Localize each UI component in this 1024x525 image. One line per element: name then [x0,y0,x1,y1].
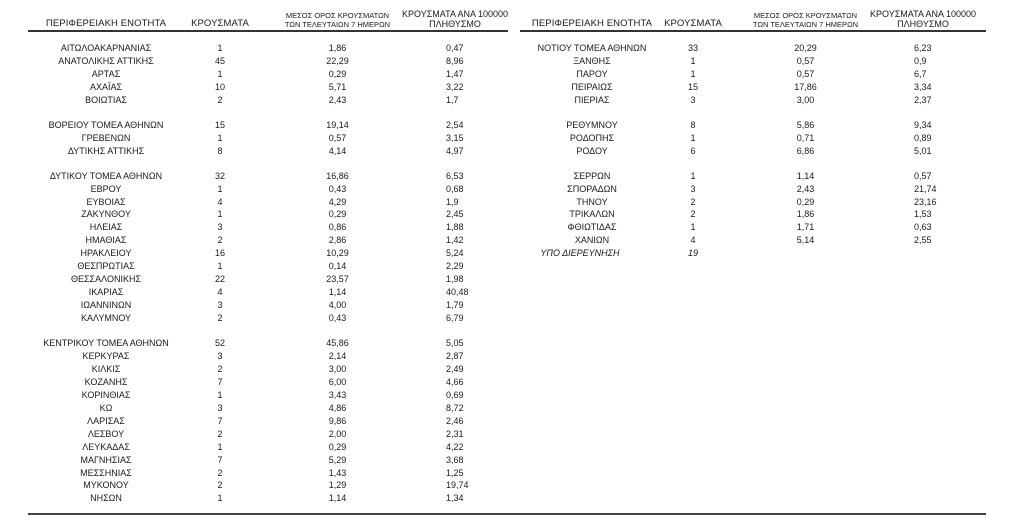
avg-cell: 1,14 [328,493,347,504]
cases-cell: 7 [217,454,223,465]
table-row [0,235,1024,248]
rate-cell: 2,55 [914,235,932,246]
rate-cell: 1,98 [446,274,464,285]
rate-cell: 1,25 [446,467,464,478]
avg-cell: 9,86 [328,415,347,426]
table-row [0,313,1024,326]
cases-cell: 52 [214,338,225,348]
region-cell: ΚΟΖΑΝΗΣ [84,376,128,387]
header-avg-line1: ΜΕΣΟΣ ΟΡΟΣ ΚΡΟΥΣΜΑΤΩΝ [753,11,858,20]
region-cell: ΠΕΙΡΑΙΩΣ [571,81,613,92]
cases-cell: 32 [214,170,225,181]
avg-cell: 1,29 [328,480,347,491]
avg-cell: 5,86 [796,119,815,130]
cases-cell: 2 [217,480,223,491]
table-row [0,274,1024,287]
header-per100k-right [868,9,978,29]
avg-cell: 0,71 [796,132,815,143]
region-cell: ΑΝΑΤΟΛΙΚΗΣ ΑΤΤΙΚΗΣ [58,55,154,66]
rate-cell: 0,47 [446,43,464,53]
avg-cell: 0,29 [328,441,347,452]
table-row [0,493,1024,506]
region-cell: ΙΩΑΝΝΙΝΩΝ [80,300,132,311]
rate-cell: 8,96 [446,55,464,66]
cases-cell: 2 [217,235,223,246]
region-cell: ΜΕΣΣΗΝΙΑΣ [80,467,132,478]
avg-cell: 2,14 [328,350,347,361]
cases-cell: 7 [217,415,223,426]
cases-cell: 1 [217,389,223,400]
region-cell: ΜΥΚΟΝΟΥ [83,480,129,491]
cases-cell: 4 [217,287,223,298]
rate-cell: 2,37 [914,94,932,105]
region-cell: ΡΟΔΟΥ [576,145,608,156]
rate-cell: 1,79 [446,300,464,311]
region-cell: ΗΡΑΚΛΕΙΟΥ [80,248,132,259]
header-avg-line2: ΤΩΝ ΤΕΛΕΥΤΑΙΩΝ 7 ΗΜΕΡΩΝ [284,20,391,29]
cases-cell: 3 [217,300,223,311]
avg-cell: 4,14 [328,145,347,156]
region-cell: ΕΥΒΟΙΑΣ [86,196,126,207]
rate-cell: 1,47 [446,68,464,79]
cases-cell: 33 [687,43,698,53]
region-cell: ΘΕΣΠΡΩΤΙΑΣ [77,261,135,272]
table-row [0,351,1024,364]
avg-cell: 1,14 [796,170,815,181]
region-cell: ΑΡΤΑΣ [91,68,121,79]
rate-cell: 0,68 [446,183,464,194]
avg-cell: 0,14 [328,261,347,272]
cases-cell: 3 [690,94,696,105]
rate-cell: 1,42 [446,235,464,246]
rate-cell: 2,45 [446,209,464,220]
region-cell: ΚΕΡΚΥΡΑΣ [82,350,130,361]
table-row [0,261,1024,274]
header-region-left: ΠΕΡΙΦΕΡΕΙΑΚΗ ΕΝΟΤΗΤΑ [45,18,167,29]
region-cell: ΔΥΤΙΚΗΣ ΑΤΤΙΚΗΣ [67,145,145,156]
header-avg-right [738,11,873,29]
rate-cell: 3,34 [914,81,932,92]
region-cell: ΡΟΔΟΠΗΣ [569,132,615,143]
avg-cell: 1,71 [796,222,815,233]
table-row [0,171,1024,184]
rate-cell: 2,29 [446,261,464,272]
rate-cell: 2,54 [446,119,464,130]
rate-cell: 6,79 [446,313,464,324]
cases-cell: 2 [217,313,223,324]
cases-cell: 1 [690,68,696,79]
avg-cell: 2,00 [328,428,347,439]
region-cell: ΜΑΓΝΗΣΙΑΣ [80,454,132,465]
region-cell: ΤΗΝΟΥ [576,196,608,207]
rate-cell: 4,97 [446,145,464,156]
cases-cell: 45 [214,55,225,66]
region-cell: ΚΑΛΥΜΝΟΥ [80,313,132,324]
avg-cell: 20,29 [794,43,817,53]
header-per100k-line1: ΚΡΟΥΣΜΑΤΑ ΑΝΑ 100000 [870,9,976,19]
rate-cell: 0,57 [914,170,932,181]
avg-cell: 2,86 [328,235,347,246]
header-per100k-line2: ΠΛΗΘΥΣΜΟ [429,19,481,29]
avg-cell: 6,86 [796,145,815,156]
region-cell: ΚΟΡΙΝΘΙΑΣ [81,389,131,400]
rate-cell: 4,66 [446,376,464,387]
cases-cell: 1 [690,170,696,181]
avg-cell: 4,86 [328,402,347,413]
avg-cell: 2,43 [328,94,347,105]
region-cell: ΛΕΣΒΟΥ [87,428,125,439]
avg-cell: 1,86 [796,209,815,220]
table-row [0,287,1024,300]
cases-cell: 1 [217,261,223,272]
header-per100k-left [400,9,510,29]
region-cell: ΠΙΕΡΙΑΣ [574,94,610,105]
rate-cell: 4,22 [446,441,464,452]
table-row [0,248,1024,261]
cases-cell: 4 [217,196,223,207]
avg-cell: 16,86 [326,170,349,181]
rate-cell: 6,23 [914,43,932,53]
avg-cell: 0,29 [328,209,347,220]
table-row [0,95,1024,108]
table-row [0,429,1024,442]
cases-cell: 22 [214,274,225,285]
header-per100k-line1: ΚΡΟΥΣΜΑΤΑ ΑΝΑ 100000 [402,9,508,19]
avg-cell: 0,57 [796,55,815,66]
region-cell: ΚΙΛΚΙΣ [91,363,121,374]
table-row [0,209,1024,222]
footer-rule [28,513,986,515]
cases-cell: 3 [217,350,223,361]
rate-cell: 1,88 [446,222,464,233]
region-cell: ΝΟΤΙΟΥ ΤΟΜΕΑ ΑΘΗΝΩΝ [537,43,647,53]
avg-cell: 0,57 [796,68,815,79]
table-row [0,390,1024,403]
avg-cell: 6,00 [328,376,347,387]
table-row [0,69,1024,82]
avg-cell: 1,14 [328,287,347,298]
region-cell: ΒΟΡΕΙΟΥ ΤΟΜΕΑ ΑΘΗΝΩΝ [48,119,164,130]
rate-cell: 3,68 [446,454,464,465]
rate-cell: 5,24 [446,248,464,259]
cases-cell: 2 [217,363,223,374]
rate-cell: 1,9 [446,196,459,207]
rate-cell: 0,69 [446,389,464,400]
table-row [0,120,1024,133]
cases-cell: 3 [690,183,696,194]
avg-cell: 5,29 [328,454,347,465]
region-cell: ΔΥΤΙΚΟΥ ΤΟΜΕΑ ΑΘΗΝΩΝ [49,170,163,181]
cases-cell: 10 [214,81,225,92]
cases-cell: 6 [690,145,696,156]
avg-cell: 3,00 [796,94,815,105]
rate-cell: 2,46 [446,415,464,426]
region-cell: ΕΒΡΟΥ [90,183,122,194]
cases-cell: 15 [214,119,225,130]
rate-cell: 1,34 [446,493,464,504]
rate-cell: 6,53 [446,170,464,181]
region-cell: ΖΑΚΥΝΘΟΥ [81,209,131,220]
region-cell: ΗΛΕΙΑΣ [89,222,123,233]
cases-cell: 1 [217,132,223,143]
avg-cell: 4,00 [328,300,347,311]
rate-cell: 5,05 [446,338,464,348]
avg-cell: 17,86 [794,81,817,92]
table-row [0,403,1024,416]
cases-cell: 1 [217,209,223,220]
avg-cell: 19,14 [326,119,349,130]
cases-cell: 8 [217,145,223,156]
rate-cell: 3,15 [446,132,464,143]
region-cell: ΞΑΝΘΗΣ [573,55,611,66]
table-row [0,468,1024,481]
table-row [0,416,1024,429]
region-cell: ΚΕΝΤΡΙΚΟΥ ΤΟΜΕΑ ΑΘΗΝΩΝ [43,338,169,348]
region-cell: ΓΡΕΒΕΝΩΝ [81,132,131,143]
avg-cell: 22,29 [326,55,349,66]
cases-cell: 15 [687,81,698,92]
region-cell: ΚΩ [99,402,113,413]
table-row [0,364,1024,377]
rate-cell: 23,16 [914,196,937,207]
region-cell: ΛΕΥΚΑΔΑΣ [82,441,130,452]
avg-cell: 3,43 [328,389,347,400]
rate-cell: 40,48 [446,287,469,298]
region-cell: ΡΕΘΥΜΝΟΥ [566,119,618,130]
rate-cell: 6,7 [914,68,927,79]
rate-cell: 5,01 [914,145,932,156]
table-row [0,82,1024,95]
avg-cell: 5,14 [796,235,815,246]
avg-cell: 45,86 [326,338,349,348]
table-row [0,146,1024,159]
cases-cell: 8 [690,119,696,130]
rate-cell: 2,87 [446,350,464,361]
avg-cell: 2,43 [796,183,815,194]
rate-cell: 2,49 [446,363,464,374]
region-cell: ΧΑΝΙΩΝ [574,235,610,246]
header-avg-left [270,11,405,29]
avg-cell: 23,57 [326,274,349,285]
header-rule-left [28,30,508,32]
region-cell: ΣΕΡΡΩΝ [573,170,611,181]
cases-cell: 3 [217,222,223,233]
region-cell: ΗΜΑΘΙΑΣ [85,235,127,246]
avg-cell: 5,71 [328,81,347,92]
table-row [0,338,1024,351]
table-row [0,377,1024,390]
cases-cell: 1 [217,183,223,194]
header-cases-right: ΚΡΟΥΣΜΑΤΑ [664,18,722,29]
header-avg-line1: ΜΕΣΟΣ ΟΡΟΣ ΚΡΟΥΣΜΑΤΩΝ [285,11,390,20]
table-row [0,455,1024,468]
header-avg-line2: ΤΩΝ ΤΕΛΕΥΤΑΙΩΝ 7 ΗΜΕΡΩΝ [752,20,859,29]
cases-cell: 1 [690,132,696,143]
avg-cell: 1,43 [328,467,347,478]
avg-cell: 0,57 [328,132,347,143]
avg-cell: 1,86 [328,43,347,53]
region-cell: ΣΠΟΡΑΔΩΝ [567,183,617,194]
header-per100k-line2: ΠΛΗΘΥΣΜΟ [897,19,949,29]
cases-cell: 4 [690,235,696,246]
avg-cell: 0,43 [328,313,347,324]
region-cell: ΑΙΤΩΛΟΑΚΑΡΝΑΝΙΑΣ [60,43,152,53]
region-cell: ΝΗΣΩΝ [90,493,122,504]
rate-cell: 1,7 [446,94,459,105]
region-cell: ΥΠΟ ΔΙΕΡΕΥΝΗΣΗ [540,248,620,259]
region-cell: ΙΚΑΡΙΑΣ [88,287,124,298]
avg-cell: 0,86 [328,222,347,233]
table-row [0,480,1024,493]
table-row [0,222,1024,235]
rate-cell: 2,31 [446,428,464,439]
cases-cell: 19 [687,248,698,259]
rate-cell: 19,74 [446,480,469,491]
rate-cell: 21,74 [914,183,937,194]
region-cell: ΑΧΑΪΑΣ [89,81,123,92]
cases-cell: 2 [217,428,223,439]
region-cell: ΘΕΣΣΑΛΟΝΙΚΗΣ [70,274,142,285]
avg-cell: 10,29 [326,248,349,259]
cases-cell: 1 [217,441,223,452]
cases-cell: 2 [217,467,223,478]
table-row [0,300,1024,313]
header-region-right: ΠΕΡΙΦΕΡΕΙΑΚΗ ΕΝΟΤΗΤΑ [531,18,653,29]
table-row [0,133,1024,146]
rate-cell: 8,72 [446,402,464,413]
region-cell: ΛΑΡΙΣΑΣ [87,415,125,426]
avg-cell: 0,29 [328,68,347,79]
cases-cell: 1 [217,43,223,53]
region-cell: ΦΘΙΩΤΙΔΑΣ [567,222,617,233]
rate-cell: 9,34 [914,119,932,130]
avg-cell: 0,43 [328,183,347,194]
region-cell: ΤΡΙΚΑΛΩΝ [569,209,615,220]
rate-cell: 0,63 [914,222,932,233]
region-cell: ΒΟΙΩΤΙΑΣ [85,94,127,105]
rate-cell: 3,22 [446,81,464,92]
rate-cell: 0,9 [914,55,927,66]
header-rule-right [520,30,986,32]
cases-cell: 7 [217,376,223,387]
rate-cell: 0,89 [914,132,932,143]
table-row [0,442,1024,455]
table-row [0,56,1024,69]
region-cell: ΠΑΡΟΥ [576,68,608,79]
cases-cell: 2 [690,209,696,220]
cases-cell: 1 [217,68,223,79]
avg-cell: 0,29 [796,196,815,207]
avg-cell: 4,29 [328,196,347,207]
rate-cell: 1,53 [914,209,932,220]
avg-cell: 3,00 [328,363,347,374]
table-row [0,43,1024,56]
cases-cell: 2 [217,94,223,105]
cases-cell: 1 [690,55,696,66]
cases-cell: 16 [214,248,225,259]
header-cases-left: ΚΡΟΥΣΜΑΤΑ [191,18,249,29]
table-row [0,197,1024,210]
cases-cell: 2 [690,196,696,207]
cases-cell: 3 [217,402,223,413]
cases-cell: 1 [690,222,696,233]
table-row [0,184,1024,197]
cases-cell: 1 [217,493,223,504]
